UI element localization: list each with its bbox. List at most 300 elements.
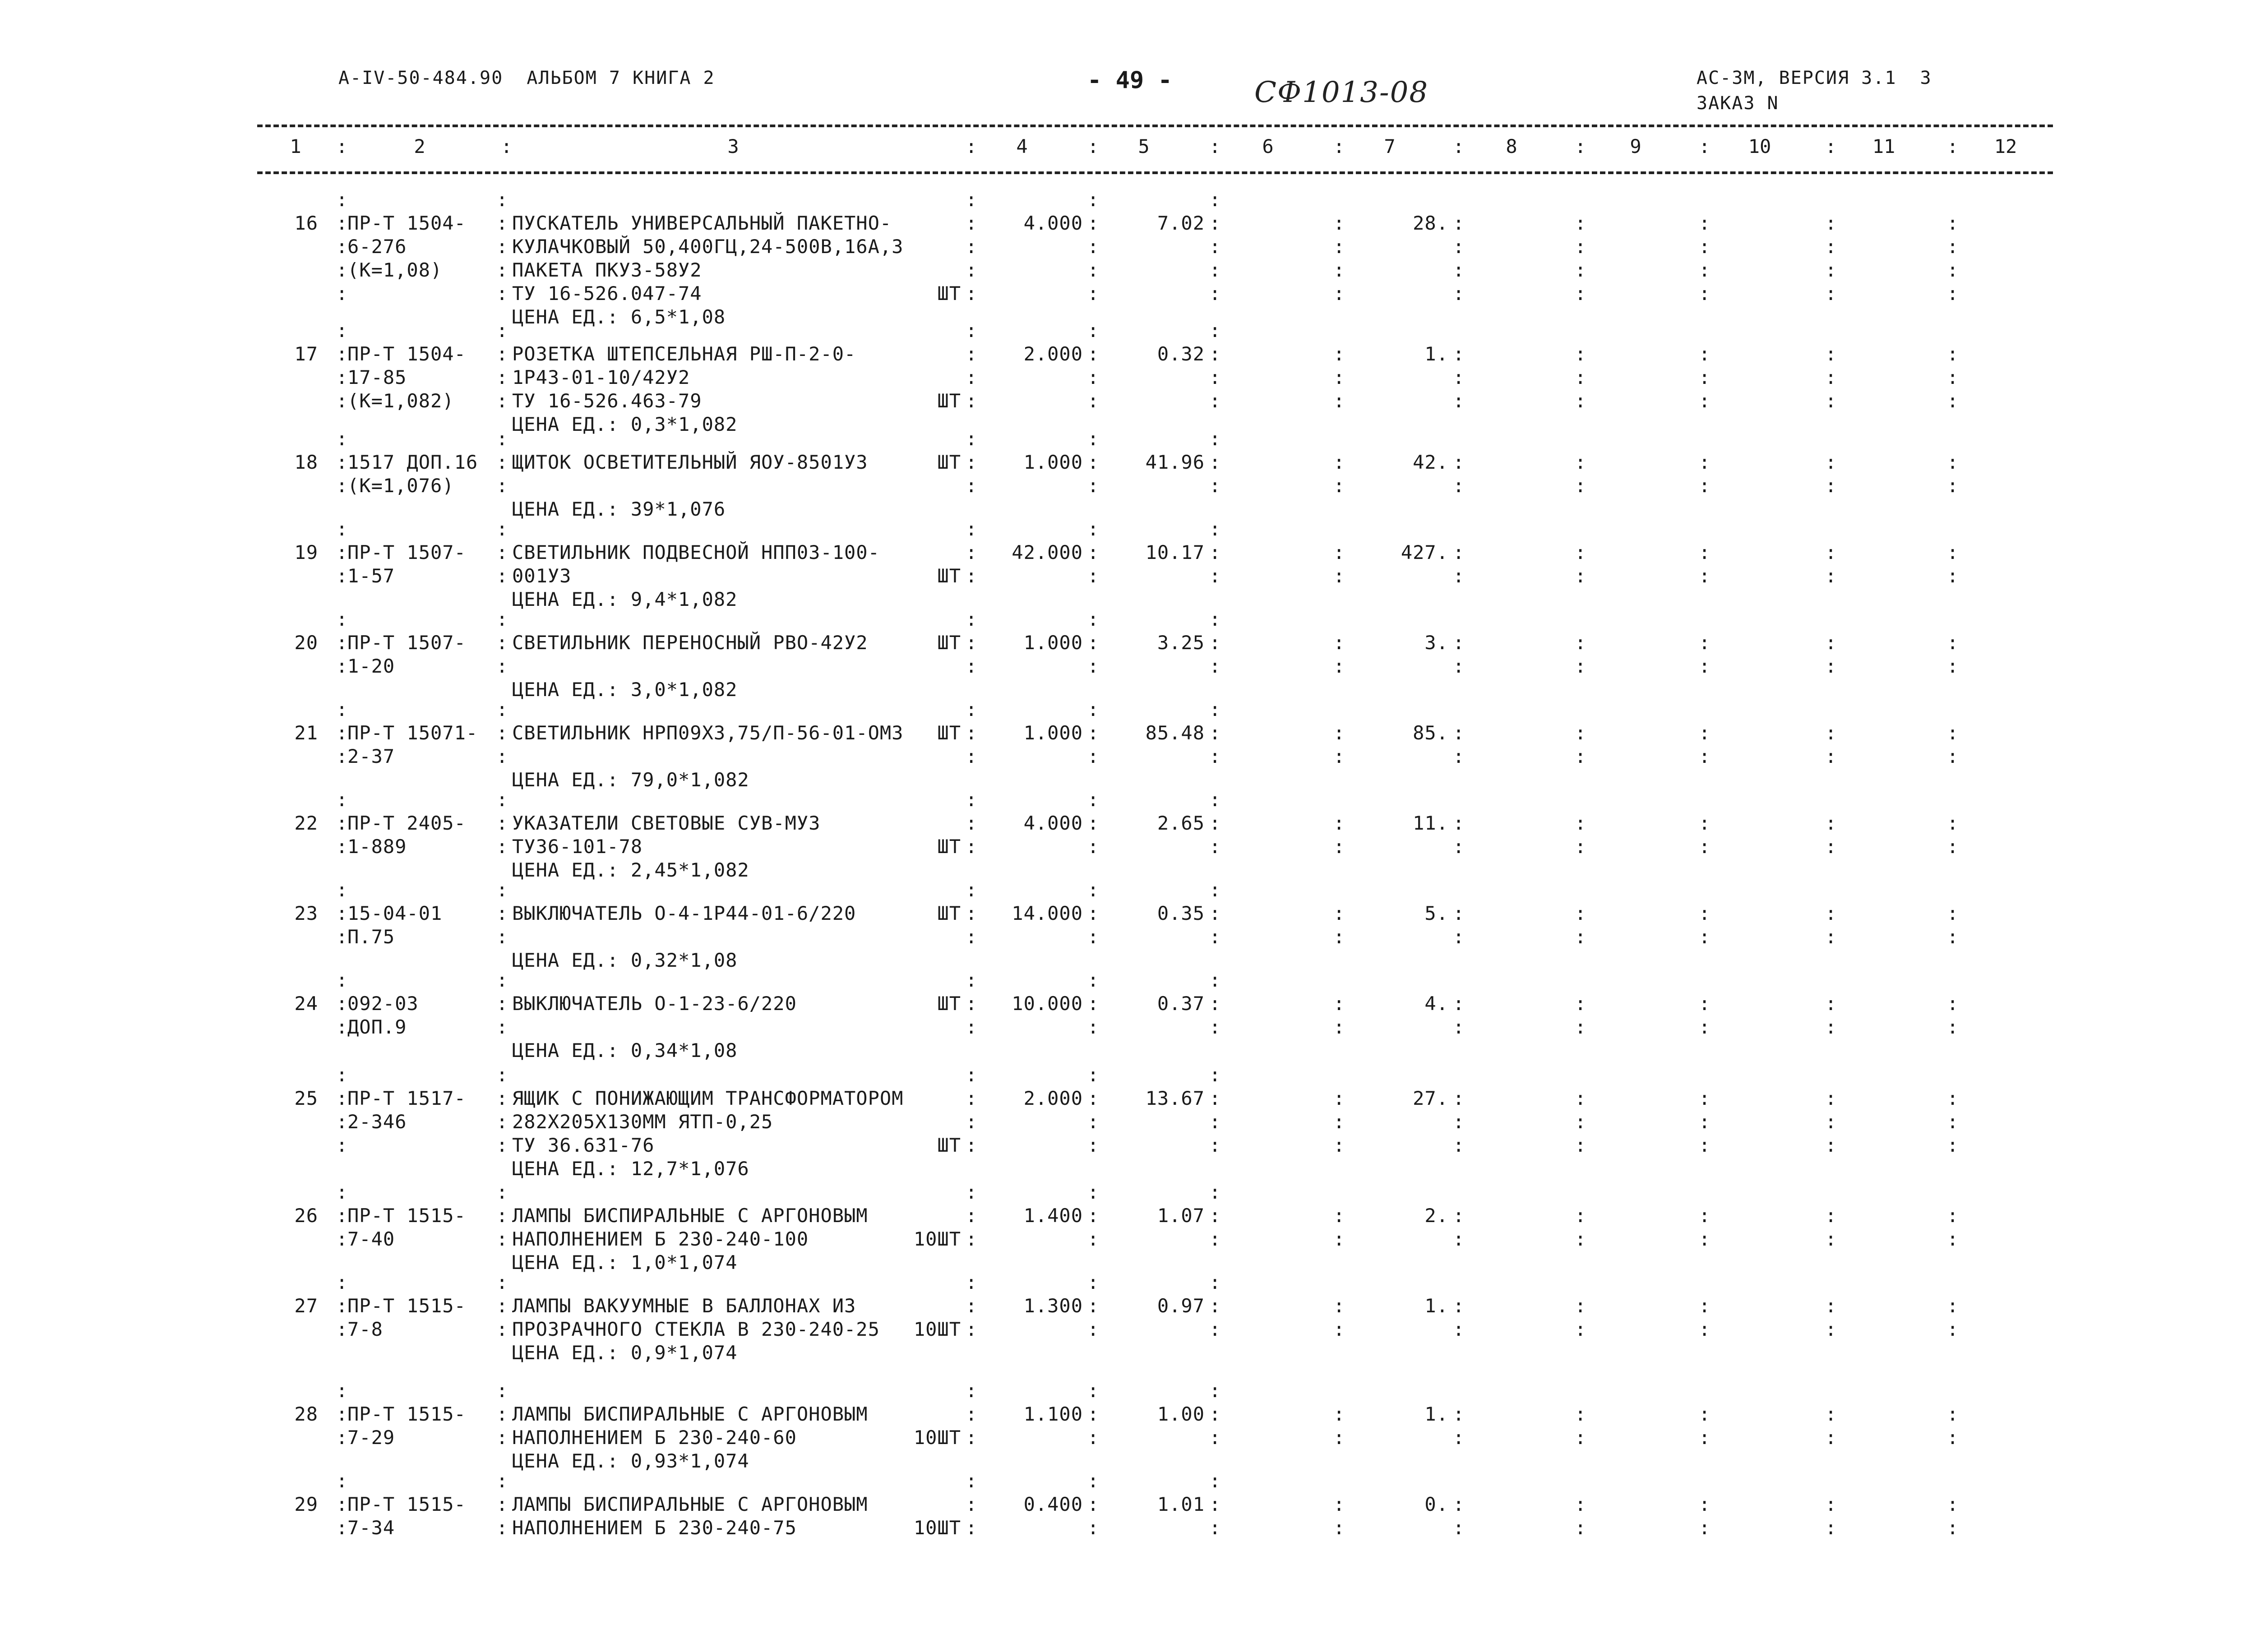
item-description: ТУ 16-526.047-74 bbox=[512, 282, 702, 305]
resource-code: (К=1,076) bbox=[347, 475, 454, 497]
column-separator: : bbox=[1825, 812, 1837, 834]
column-separator: : bbox=[1947, 902, 1959, 924]
column-separator: : bbox=[1699, 541, 1710, 563]
column-separator: : bbox=[1087, 135, 1099, 157]
column-separator: : bbox=[966, 1064, 977, 1086]
column-separator: : bbox=[496, 1204, 508, 1227]
column-separator: : bbox=[1453, 992, 1465, 1015]
column-separator: : bbox=[966, 235, 977, 258]
unit-of-measure: ШТ bbox=[937, 1134, 961, 1156]
column-separator: : bbox=[1209, 1087, 1221, 1109]
column-separator: : bbox=[966, 1111, 977, 1133]
column-separator: : bbox=[336, 451, 348, 473]
column-separator: : bbox=[496, 518, 508, 540]
column-separator: : bbox=[1453, 235, 1465, 258]
resource-code: (К=1,082) bbox=[347, 390, 454, 412]
column-separator: : bbox=[1825, 745, 1837, 767]
column-separator: : bbox=[1333, 1087, 1345, 1109]
column-separator: : bbox=[1087, 428, 1099, 450]
unit-of-measure: ШТ bbox=[937, 902, 961, 924]
column-separator: : bbox=[1699, 1016, 1710, 1038]
quantity-value: 1.000 bbox=[1023, 722, 1083, 744]
column-separator: : bbox=[496, 343, 508, 365]
item-description: 282Х205Х130ММ ЯТП-0,25 bbox=[512, 1111, 773, 1133]
total-value: 1. bbox=[1424, 1295, 1448, 1317]
column-separator: : bbox=[1209, 608, 1221, 630]
column-header-7: 7 bbox=[1384, 135, 1396, 157]
column-separator: : bbox=[1575, 565, 1586, 587]
column-separator: : bbox=[966, 879, 977, 901]
column-separator: : bbox=[1453, 1134, 1465, 1156]
column-separator: : bbox=[1699, 812, 1710, 834]
column-separator: : bbox=[1575, 235, 1586, 258]
item-description: НАПОЛНЕНИЕМ Б 230-240-100 bbox=[512, 1228, 809, 1250]
column-separator: : bbox=[336, 428, 348, 450]
column-separator: : bbox=[1699, 235, 1710, 258]
column-header-2: 2 bbox=[414, 135, 425, 157]
column-separator: : bbox=[1453, 902, 1465, 924]
column-separator: : bbox=[1947, 1111, 1959, 1133]
column-separator: : bbox=[496, 722, 508, 744]
row-number: 28 bbox=[294, 1403, 318, 1425]
column-separator: : bbox=[1947, 722, 1959, 744]
column-separator: : bbox=[1333, 475, 1345, 497]
column-separator: : bbox=[1699, 1403, 1710, 1425]
column-separator: : bbox=[1453, 1426, 1465, 1449]
column-separator: : bbox=[1575, 1228, 1586, 1250]
column-separator: : bbox=[966, 451, 977, 473]
column-separator: : bbox=[1453, 1295, 1465, 1317]
quantity-value: 0.400 bbox=[1023, 1493, 1083, 1515]
column-separator: : bbox=[1825, 1493, 1837, 1515]
column-separator: : bbox=[336, 1295, 348, 1317]
column-separator: : bbox=[1209, 1111, 1221, 1133]
total-value: 3. bbox=[1424, 632, 1448, 654]
column-separator: : bbox=[1087, 789, 1099, 811]
column-separator: : bbox=[496, 235, 508, 258]
column-separator: : bbox=[1209, 135, 1221, 157]
column-separator: : bbox=[1699, 1493, 1710, 1515]
column-separator: : bbox=[496, 212, 508, 234]
unit-price-formula: ЦЕНА ЕД.: 0,93*1,074 bbox=[512, 1450, 749, 1472]
column-header-8: 8 bbox=[1506, 135, 1517, 157]
column-separator: : bbox=[1087, 992, 1099, 1015]
resource-code: ПР-Т 1515- bbox=[347, 1403, 466, 1425]
unit-cost-value: 3.25 bbox=[1157, 632, 1205, 654]
column-separator: : bbox=[1209, 698, 1221, 720]
column-separator: : bbox=[1453, 812, 1465, 834]
column-separator: : bbox=[1575, 1111, 1586, 1133]
column-separator: : bbox=[1825, 1517, 1837, 1539]
item-description: ПАКЕТА ПКУ3-58У2 bbox=[512, 259, 702, 281]
resource-code: ПР-Т 1507- bbox=[347, 632, 466, 654]
item-description: 1Р43-01-10/42У2 bbox=[512, 366, 690, 388]
unit-cost-value: 1.01 bbox=[1157, 1493, 1205, 1515]
item-description: РОЗЕТКА ШТЕПСЕЛЬНАЯ РШ-П-2-0- bbox=[512, 343, 856, 365]
resource-code: 6-276 bbox=[347, 235, 407, 258]
column-separator: : bbox=[966, 722, 977, 744]
column-separator: : bbox=[336, 902, 348, 924]
column-separator: : bbox=[1947, 390, 1959, 412]
quantity-value: 42.000 bbox=[1012, 541, 1083, 563]
column-separator: : bbox=[496, 428, 508, 450]
column-separator: : bbox=[336, 1318, 348, 1340]
column-separator: : bbox=[1699, 1228, 1710, 1250]
column-separator: : bbox=[1453, 1493, 1465, 1515]
column-separator: : bbox=[1825, 282, 1837, 305]
column-separator: : bbox=[1825, 1295, 1837, 1317]
column-header-10: 10 bbox=[1748, 135, 1771, 157]
column-separator: : bbox=[1699, 632, 1710, 654]
column-separator: : bbox=[1087, 1181, 1099, 1203]
row-number: 20 bbox=[294, 632, 318, 654]
row-number: 27 bbox=[294, 1295, 318, 1317]
column-separator: : bbox=[1333, 235, 1345, 258]
column-separator: : bbox=[1947, 1403, 1959, 1425]
column-separator: : bbox=[966, 789, 977, 811]
column-separator: : bbox=[1333, 655, 1345, 677]
item-description: ЯЩИК С ПОНИЖАЮЩИМ ТРАНСФОРМАТОРОМ bbox=[512, 1087, 904, 1109]
column-separator: : bbox=[336, 366, 348, 388]
column-separator: : bbox=[336, 1403, 348, 1425]
column-separator: : bbox=[1453, 1016, 1465, 1038]
column-separator: : bbox=[966, 475, 977, 497]
column-separator: : bbox=[336, 1271, 348, 1293]
column-separator: : bbox=[1575, 541, 1586, 563]
column-separator: : bbox=[1575, 812, 1586, 834]
unit-of-measure: ШТ bbox=[937, 282, 961, 305]
column-separator: : bbox=[496, 1087, 508, 1109]
resource-code: ПР-Т 1504- bbox=[347, 212, 466, 234]
column-separator: : bbox=[1825, 565, 1837, 587]
column-separator: : bbox=[1947, 812, 1959, 834]
column-separator: : bbox=[966, 812, 977, 834]
column-separator: : bbox=[1699, 366, 1710, 388]
item-description: ТУ 16-526.463-79 bbox=[512, 390, 702, 412]
column-separator: : bbox=[1087, 969, 1099, 991]
column-separator: : bbox=[496, 1380, 508, 1402]
column-separator: : bbox=[496, 541, 508, 563]
unit-cost-value: 7.02 bbox=[1157, 212, 1205, 234]
column-separator: : bbox=[1209, 992, 1221, 1015]
unit-of-measure: ШТ bbox=[937, 722, 961, 744]
column-separator: : bbox=[1209, 969, 1221, 991]
unit-price-formula: ЦЕНА ЕД.: 39*1,076 bbox=[512, 498, 726, 520]
column-separator: : bbox=[1575, 722, 1586, 744]
unit-cost-value: 41.96 bbox=[1145, 451, 1205, 473]
column-separator: : bbox=[1209, 632, 1221, 654]
column-separator: : bbox=[1947, 1016, 1959, 1038]
column-separator: : bbox=[1087, 282, 1099, 305]
column-separator: : bbox=[1333, 135, 1345, 157]
column-separator: : bbox=[1087, 475, 1099, 497]
column-separator: : bbox=[1825, 366, 1837, 388]
unit-cost-value: 0.97 bbox=[1157, 1295, 1205, 1317]
column-separator: : bbox=[1087, 1517, 1099, 1539]
column-separator: : bbox=[1333, 1295, 1345, 1317]
column-separator: : bbox=[336, 135, 348, 157]
item-description: СВЕТИЛЬНИК ПЕРЕНОСНЫЙ РВО-42У2 bbox=[512, 632, 868, 654]
column-separator: : bbox=[1699, 902, 1710, 924]
column-separator: : bbox=[1699, 282, 1710, 305]
column-separator: : bbox=[966, 1380, 977, 1402]
column-separator: : bbox=[1825, 835, 1837, 858]
resource-code: ПР-Т 15071- bbox=[347, 722, 478, 744]
column-separator: : bbox=[336, 565, 348, 587]
column-separator: : bbox=[336, 1087, 348, 1109]
column-separator: : bbox=[966, 1318, 977, 1340]
unit-cost-value: 10.17 bbox=[1145, 541, 1205, 563]
header-divider-bottom bbox=[257, 171, 2053, 174]
column-separator: : bbox=[1575, 212, 1586, 234]
column-separator: : bbox=[496, 1228, 508, 1250]
column-separator: : bbox=[1947, 541, 1959, 563]
column-separator: : bbox=[966, 428, 977, 450]
column-separator: : bbox=[1087, 608, 1099, 630]
column-separator: : bbox=[1333, 1111, 1345, 1133]
column-separator: : bbox=[336, 475, 348, 497]
column-header-1: 1 bbox=[290, 135, 301, 157]
column-separator: : bbox=[496, 969, 508, 991]
column-separator: : bbox=[1575, 1403, 1586, 1425]
resource-code: ДОП.9 bbox=[347, 1016, 407, 1038]
column-separator: : bbox=[1209, 1295, 1221, 1317]
column-separator: : bbox=[1333, 1204, 1345, 1227]
column-separator: : bbox=[496, 1134, 508, 1156]
item-description: ПРОЗРАЧНОГО СТЕКЛА В 230-240-25 bbox=[512, 1318, 880, 1340]
column-separator: : bbox=[1333, 835, 1345, 858]
column-separator: : bbox=[1947, 655, 1959, 677]
column-separator: : bbox=[966, 1517, 977, 1539]
column-separator: : bbox=[336, 1204, 348, 1227]
unit-cost-value: 13.67 bbox=[1145, 1087, 1205, 1109]
column-separator: : bbox=[1825, 1318, 1837, 1340]
column-separator: : bbox=[1453, 745, 1465, 767]
column-separator: : bbox=[966, 189, 977, 211]
column-separator: : bbox=[1087, 259, 1099, 281]
resource-code: 1-889 bbox=[347, 835, 407, 858]
column-separator: : bbox=[1453, 135, 1465, 157]
column-separator: : bbox=[966, 518, 977, 540]
column-separator: : bbox=[1209, 565, 1221, 587]
column-separator: : bbox=[1947, 343, 1959, 365]
column-separator: : bbox=[1209, 259, 1221, 281]
column-separator: : bbox=[966, 835, 977, 858]
total-value: 85. bbox=[1413, 722, 1448, 744]
item-description: СВЕТИЛЬНИК ПОДВЕСНОЙ НПП03-100- bbox=[512, 541, 880, 563]
row-number: 18 bbox=[294, 451, 318, 473]
column-separator: : bbox=[1825, 1204, 1837, 1227]
resource-code: 7-8 bbox=[347, 1318, 383, 1340]
column-separator: : bbox=[496, 189, 508, 211]
column-separator: : bbox=[336, 632, 348, 654]
column-separator: : bbox=[1947, 451, 1959, 473]
column-separator: : bbox=[1575, 390, 1586, 412]
column-separator: : bbox=[1825, 475, 1837, 497]
column-separator: : bbox=[1825, 992, 1837, 1015]
column-separator: : bbox=[966, 698, 977, 720]
unit-of-measure: ШТ bbox=[937, 835, 961, 858]
column-separator: : bbox=[966, 390, 977, 412]
column-separator: : bbox=[496, 608, 508, 630]
header-divider-top bbox=[257, 125, 2053, 127]
column-separator: : bbox=[1825, 1228, 1837, 1250]
column-separator: : bbox=[1699, 926, 1710, 948]
column-separator: : bbox=[1947, 565, 1959, 587]
column-separator: : bbox=[1453, 212, 1465, 234]
column-separator: : bbox=[1209, 1134, 1221, 1156]
handwritten-mark: СФ1013-08 bbox=[1254, 76, 1429, 109]
column-separator: : bbox=[336, 1493, 348, 1515]
column-separator: : bbox=[1209, 189, 1221, 211]
column-separator: : bbox=[1453, 926, 1465, 948]
row-number: 25 bbox=[294, 1087, 318, 1109]
column-separator: : bbox=[966, 1228, 977, 1250]
column-separator: : bbox=[336, 789, 348, 811]
column-separator: : bbox=[1333, 812, 1345, 834]
column-separator: : bbox=[1699, 135, 1710, 157]
column-separator: : bbox=[1453, 1204, 1465, 1227]
column-separator: : bbox=[1699, 1204, 1710, 1227]
quantity-value: 1.000 bbox=[1023, 632, 1083, 654]
column-separator: : bbox=[1825, 212, 1837, 234]
column-separator: : bbox=[496, 1111, 508, 1133]
total-value: 5. bbox=[1424, 902, 1448, 924]
item-description: 001У3 bbox=[512, 565, 572, 587]
column-separator: : bbox=[1947, 135, 1959, 157]
column-separator: : bbox=[336, 879, 348, 901]
row-number: 23 bbox=[294, 902, 318, 924]
item-description: ЛАМПЫ БИСПИРАЛЬНЫЕ С АРГОНОВЫМ bbox=[512, 1204, 868, 1227]
column-separator: : bbox=[1947, 475, 1959, 497]
column-separator: : bbox=[496, 812, 508, 834]
column-separator: : bbox=[1947, 1517, 1959, 1539]
column-separator: : bbox=[496, 451, 508, 473]
column-separator: : bbox=[1333, 366, 1345, 388]
resource-code: ПР-Т 1515- bbox=[347, 1493, 466, 1515]
resource-code: 092-03 bbox=[347, 992, 419, 1015]
column-separator: : bbox=[496, 1403, 508, 1425]
resource-code: ПР-Т 1517- bbox=[347, 1087, 466, 1109]
column-separator: : bbox=[966, 1403, 977, 1425]
column-separator: : bbox=[336, 992, 348, 1015]
column-separator: : bbox=[1947, 835, 1959, 858]
column-separator: : bbox=[496, 1318, 508, 1340]
column-separator: : bbox=[1333, 451, 1345, 473]
quantity-value: 1.000 bbox=[1023, 451, 1083, 473]
column-separator: : bbox=[1087, 632, 1099, 654]
column-separator: : bbox=[1453, 1403, 1465, 1425]
unit-cost-value: 1.00 bbox=[1157, 1403, 1205, 1425]
column-separator: : bbox=[496, 655, 508, 677]
column-separator: : bbox=[1453, 655, 1465, 677]
column-separator: : bbox=[1575, 1517, 1586, 1539]
resource-code: ПР-Т 1507- bbox=[347, 541, 466, 563]
column-separator: : bbox=[496, 366, 508, 388]
quantity-value: 10.000 bbox=[1012, 992, 1083, 1015]
total-value: 11. bbox=[1413, 812, 1448, 834]
column-separator: : bbox=[1699, 1318, 1710, 1340]
column-separator: : bbox=[336, 1517, 348, 1539]
column-separator: : bbox=[1087, 212, 1099, 234]
column-separator: : bbox=[1333, 992, 1345, 1015]
column-separator: : bbox=[496, 789, 508, 811]
column-separator: : bbox=[1825, 259, 1837, 281]
column-separator: : bbox=[966, 745, 977, 767]
column-separator: : bbox=[1453, 541, 1465, 563]
column-separator: : bbox=[966, 1204, 977, 1227]
column-separator: : bbox=[1453, 343, 1465, 365]
column-separator: : bbox=[1699, 1517, 1710, 1539]
column-separator: : bbox=[496, 698, 508, 720]
unit-of-measure: ШТ bbox=[937, 451, 961, 473]
column-separator: : bbox=[966, 366, 977, 388]
column-separator: : bbox=[1087, 1064, 1099, 1086]
column-separator: : bbox=[1947, 632, 1959, 654]
column-separator: : bbox=[496, 259, 508, 281]
column-separator: : bbox=[496, 992, 508, 1015]
column-separator: : bbox=[966, 319, 977, 341]
unit-price-formula: ЦЕНА ЕД.: 0,32*1,08 bbox=[512, 949, 738, 971]
column-separator: : bbox=[1087, 390, 1099, 412]
resource-code: 17-85 bbox=[347, 366, 407, 388]
quantity-value: 2.000 bbox=[1023, 1087, 1083, 1109]
column-separator: : bbox=[1209, 1181, 1221, 1203]
column-separator: : bbox=[1333, 343, 1345, 365]
column-separator: : bbox=[1209, 812, 1221, 834]
column-separator: : bbox=[966, 655, 977, 677]
column-separator: : bbox=[1947, 259, 1959, 281]
item-description: УКАЗАТЕЛИ СВЕТОВЫЕ СУВ-МУ3 bbox=[512, 812, 821, 834]
column-separator: : bbox=[1087, 1087, 1099, 1109]
resource-code: 2-346 bbox=[347, 1111, 407, 1133]
item-description: ЛАМПЫ ВАКУУМНЫЕ В БАЛЛОНАХ ИЗ bbox=[512, 1295, 856, 1317]
column-separator: : bbox=[336, 969, 348, 991]
column-separator: : bbox=[1575, 135, 1586, 157]
column-separator: : bbox=[1209, 1064, 1221, 1086]
unit-price-formula: ЦЕНА ЕД.: 3,0*1,082 bbox=[512, 678, 738, 701]
column-separator: : bbox=[336, 189, 348, 211]
column-separator: : bbox=[1825, 343, 1837, 365]
item-description: СВЕТИЛЬНИК НРП09Х3,75/П-56-01-ОМ3 bbox=[512, 722, 904, 744]
column-separator: : bbox=[336, 259, 348, 281]
column-separator: : bbox=[1333, 1493, 1345, 1515]
column-separator: : bbox=[1575, 343, 1586, 365]
column-separator: : bbox=[1209, 926, 1221, 948]
total-value: 42. bbox=[1413, 451, 1448, 473]
column-separator: : bbox=[1575, 451, 1586, 473]
column-separator: : bbox=[1087, 835, 1099, 858]
column-separator: : bbox=[1825, 541, 1837, 563]
column-separator: : bbox=[966, 902, 977, 924]
column-separator: : bbox=[1825, 722, 1837, 744]
document-code: А-IV-50-484.90 АЛЬБОМ 7 КНИГА 2 bbox=[338, 68, 715, 88]
column-separator: : bbox=[1333, 1318, 1345, 1340]
column-separator: : bbox=[336, 745, 348, 767]
column-separator: : bbox=[336, 1016, 348, 1038]
column-separator: : bbox=[966, 1493, 977, 1515]
column-separator: : bbox=[1575, 1134, 1586, 1156]
unit-of-measure: 10ШТ bbox=[913, 1517, 961, 1539]
column-separator: : bbox=[1209, 1403, 1221, 1425]
quantity-value: 4.000 bbox=[1023, 812, 1083, 834]
column-separator: : bbox=[496, 319, 508, 341]
column-separator: : bbox=[496, 1426, 508, 1449]
column-separator: : bbox=[1453, 390, 1465, 412]
column-separator: : bbox=[1087, 451, 1099, 473]
column-separator: : bbox=[966, 1016, 977, 1038]
column-separator: : bbox=[1087, 1204, 1099, 1227]
